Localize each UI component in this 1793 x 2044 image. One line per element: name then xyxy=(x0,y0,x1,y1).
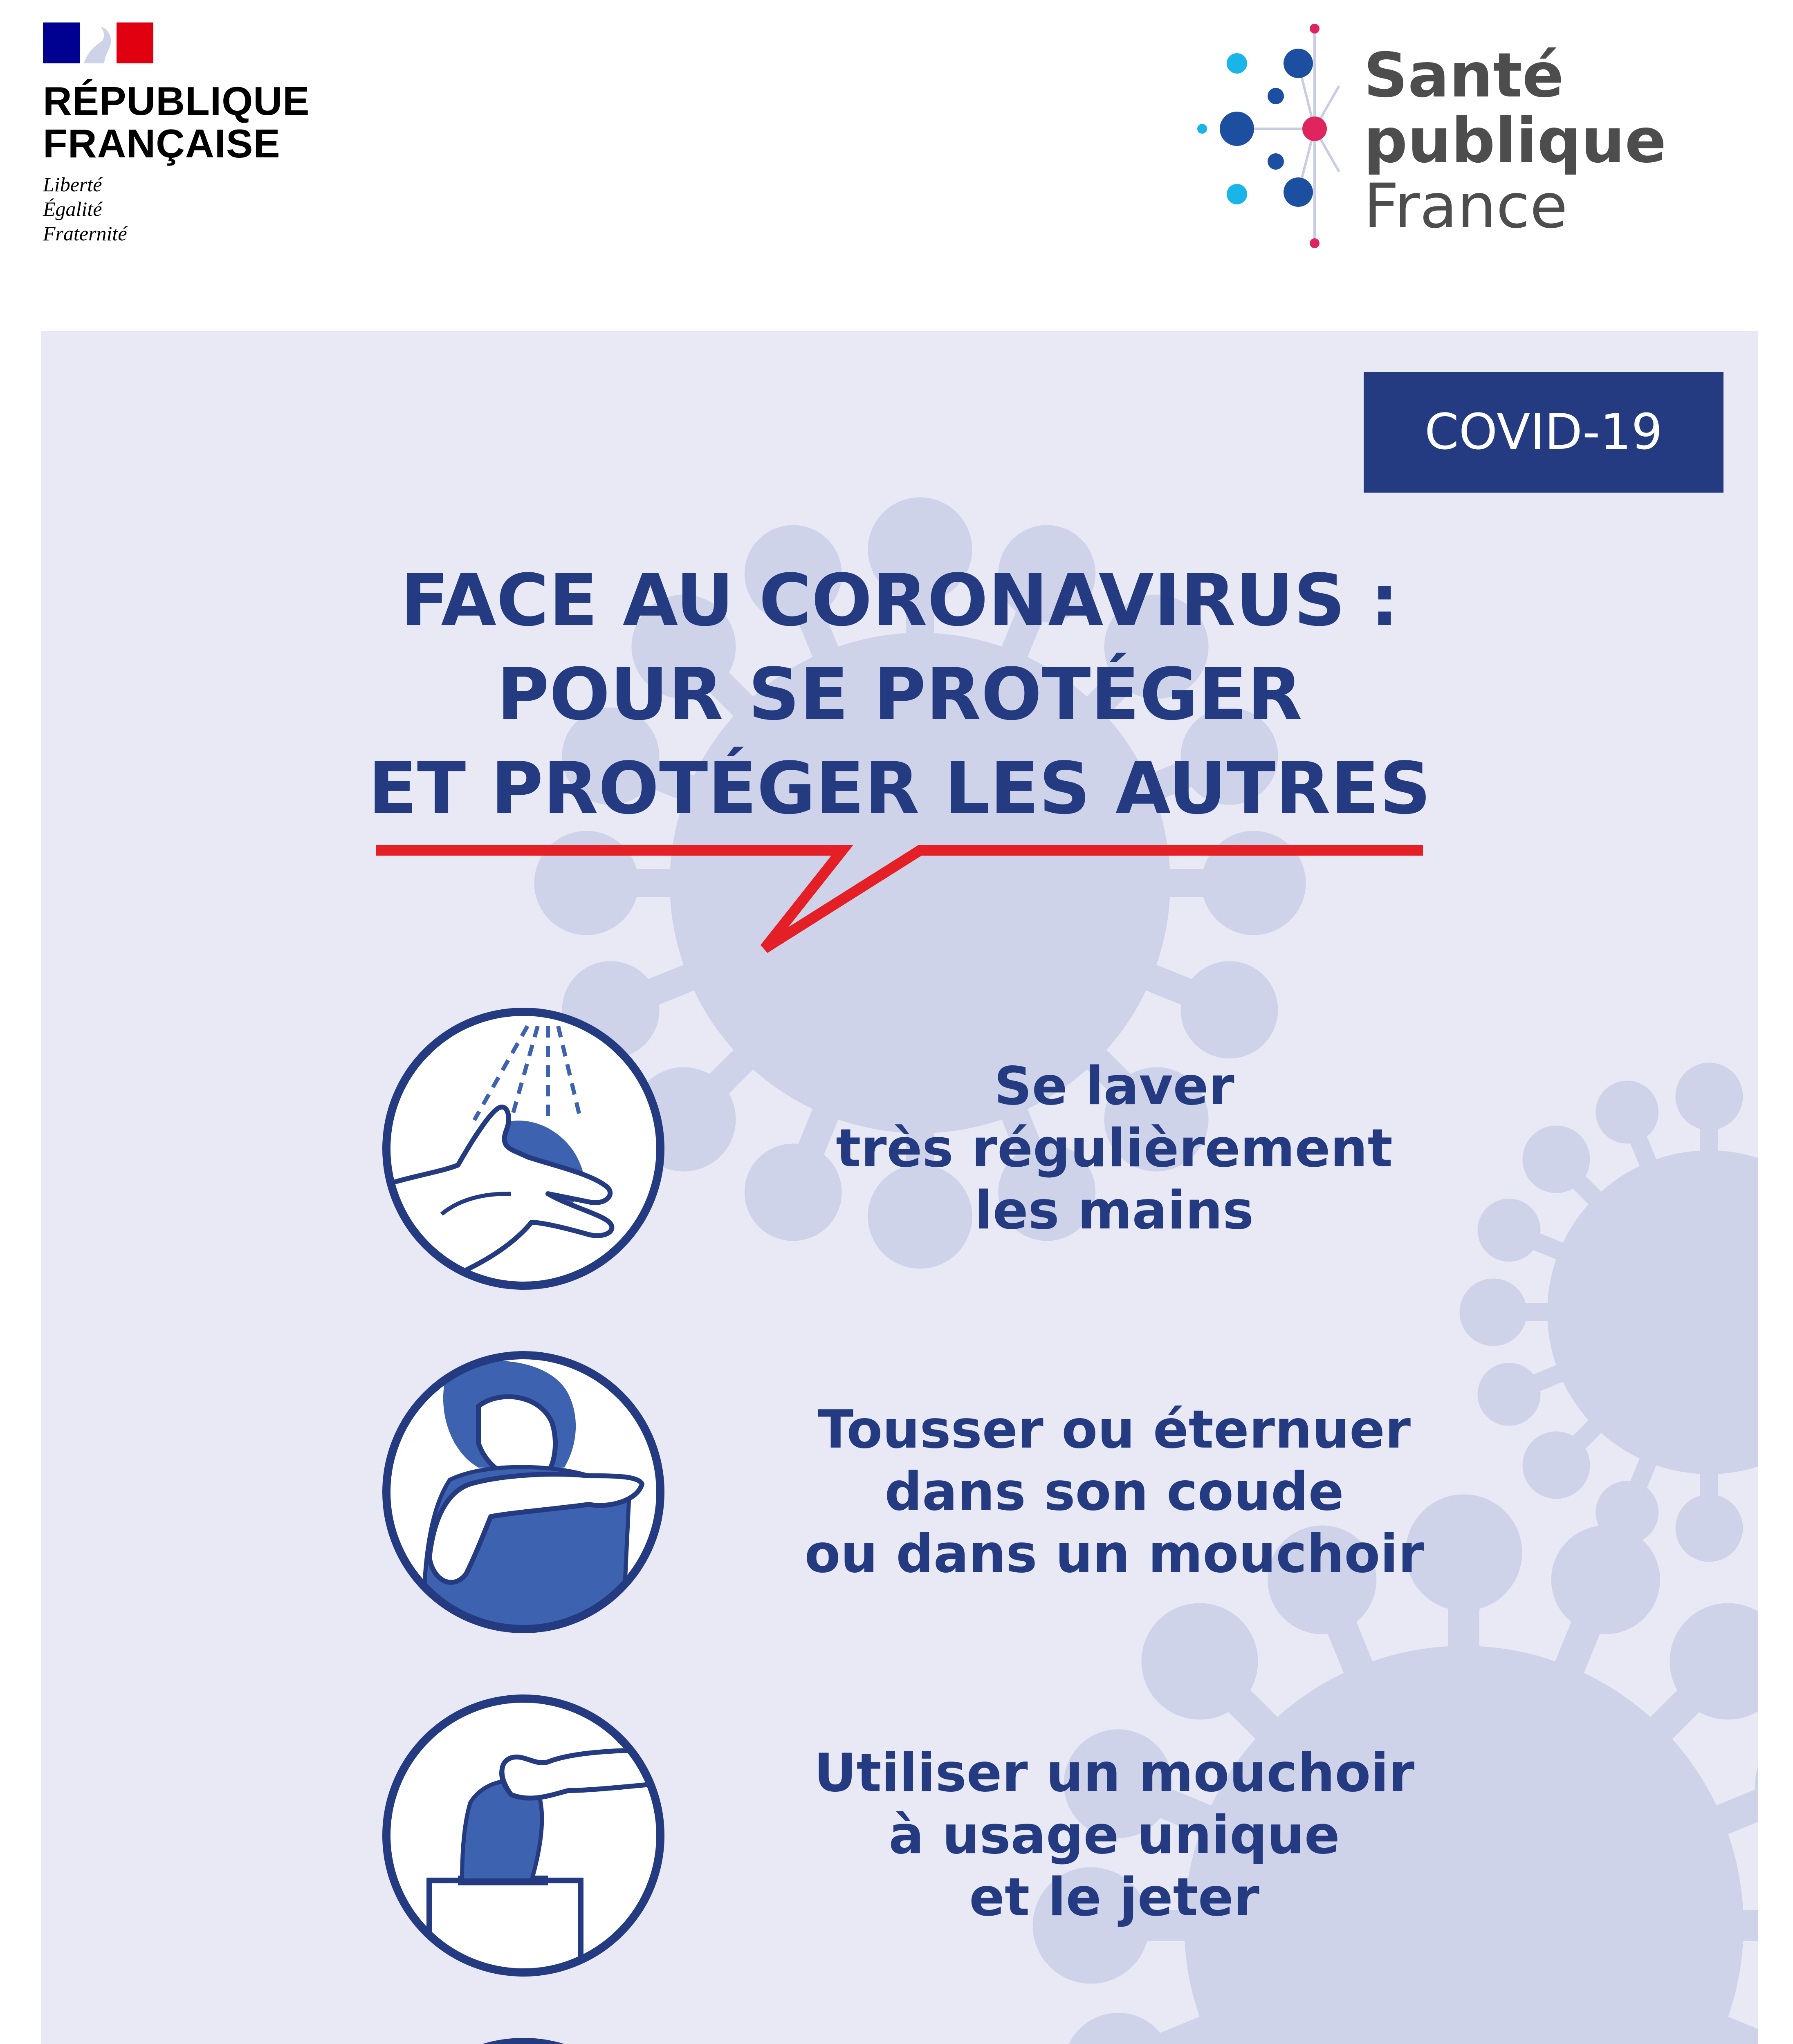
covid-badge: COVID-19 xyxy=(1364,372,1723,493)
marianne-flag-icon xyxy=(43,22,153,63)
measure-row-cough-elbow xyxy=(41,1345,1758,1639)
headline xyxy=(41,554,1758,836)
speech-bubble-underline xyxy=(372,842,1435,965)
measure-row-no-handshake xyxy=(41,2032,1758,2044)
headline-line: FACE AU CORONAVIRUS : xyxy=(400,559,1399,642)
measure-row-hand-washing xyxy=(41,1002,1758,1296)
sante-publique-wordmark: Santé publique France xyxy=(1364,40,1667,242)
hand-washing-icon xyxy=(376,1002,671,1296)
tissue-bin-icon xyxy=(376,1688,671,1983)
headline-line: ET PROTÉGER LES AUTRES xyxy=(368,747,1431,830)
poster-panel xyxy=(41,331,1758,2044)
republique-francaise-logo xyxy=(43,22,310,246)
measure-text xyxy=(671,2032,1558,2044)
measure-text: Utiliser un mouchoir à usage unique et le jeter xyxy=(814,1743,1415,1928)
sante-publique-france-logo xyxy=(1192,16,1667,262)
measure-text: Se laver très régulièrement les mains xyxy=(836,1056,1393,1241)
measure-row-tissue xyxy=(41,1688,1758,1983)
measure-text: Tousser ou éternuer dans son coude ou dans un mouchoir xyxy=(804,1399,1424,1585)
republique-title: RÉPUBLIQUE FRANÇAISE xyxy=(43,78,310,166)
no-handshake-icon xyxy=(376,2032,671,2044)
cough-in-elbow-icon xyxy=(376,1345,671,1639)
headline-line: POUR SE PROTÉGER xyxy=(497,653,1302,736)
republique-motto: Liberté Égalité Fraternité xyxy=(43,173,127,245)
network-dots-icon xyxy=(1192,16,1364,262)
